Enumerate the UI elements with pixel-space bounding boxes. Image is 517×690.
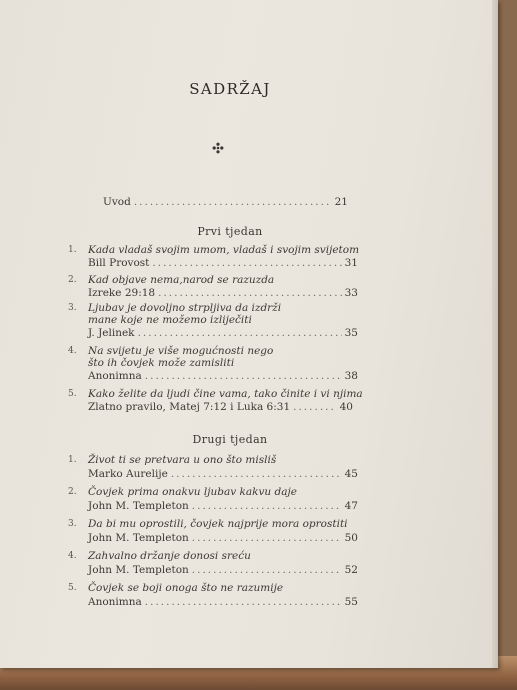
entry-author: John M. Templeton <box>88 532 189 544</box>
entry-number: 1. <box>68 455 77 465</box>
dot-leader <box>192 500 342 512</box>
entry-author: Izreke 29:18 <box>88 287 156 299</box>
entry-author: John M. Templeton <box>88 500 189 512</box>
page-title: SADRŽAJ <box>189 80 271 98</box>
entry-page: 47 <box>344 500 358 512</box>
dot-leader <box>192 532 342 544</box>
entry-author: John M. Templeton <box>88 564 189 576</box>
entry-title: Život ti se pretvara u ono što misliš <box>88 454 277 466</box>
entry-title-line: mane koje ne možemo izliječiti <box>88 314 252 326</box>
entry-author-row <box>88 596 358 608</box>
entry-title: Kada vladaš svojim umom, vladaš i svojim svijetom <box>88 244 360 256</box>
entry-title-line: što ih čovjek može zamisliti <box>88 357 235 369</box>
entry-author-row <box>88 401 353 413</box>
entry-page: 45 <box>344 468 358 480</box>
dot-leader <box>145 596 342 608</box>
entry-page: 50 <box>344 532 358 544</box>
entry-number: 1. <box>68 245 77 255</box>
entry-author: Bill Provost <box>88 257 150 269</box>
entry-title: Zahvalno držanje donosi sreću <box>88 550 251 562</box>
entry-author-row <box>88 370 358 382</box>
entry-title-line: Ljubav je dovoljno strpljiva da izdrži <box>88 302 282 314</box>
entry-number: 2. <box>68 275 77 285</box>
dot-leader <box>171 468 342 480</box>
dot-leader <box>134 196 332 208</box>
ornament-icon <box>212 142 224 154</box>
entry-title: Kad objave nema,narod se razuzda <box>88 274 275 286</box>
entry-page: 40 <box>339 401 353 413</box>
toc-intro-page: 21 <box>334 196 348 208</box>
entry-number: 4. <box>68 551 77 561</box>
entry-number: 2. <box>68 487 77 497</box>
dot-leader <box>158 287 342 299</box>
entry-page: 38 <box>344 370 358 382</box>
entry-author: Anonimna <box>88 596 142 608</box>
entry-number: 3. <box>68 303 77 313</box>
entry-title: Kako želite da ljudi čine vama, tako činite i vi njima <box>88 388 363 400</box>
entry-page: 52 <box>344 564 358 576</box>
dot-leader <box>138 327 342 339</box>
entry-page: 33 <box>344 287 358 299</box>
entry-author-row <box>88 500 358 512</box>
entry-author-row <box>88 257 358 269</box>
entry-author-row <box>88 468 358 480</box>
dot-leader <box>293 401 337 413</box>
entry-number: 4. <box>68 346 77 356</box>
entry-title: Čovjek se boji onoga što ne razumije <box>88 582 284 594</box>
entry-author-row <box>88 327 358 339</box>
entry-page: 31 <box>344 257 358 269</box>
dot-leader <box>192 564 342 576</box>
entry-author-row <box>88 287 358 299</box>
entry-author: Zlatno pravilo, Matej 7:12 i Luka 6:31 <box>88 401 291 413</box>
entry-number: 5. <box>68 389 77 399</box>
entry-author-row <box>88 532 358 544</box>
page-edge <box>492 0 498 668</box>
toc-intro <box>103 196 348 208</box>
entry-author: J. Jelinek <box>88 327 135 339</box>
entry-author: Anonimna <box>88 370 142 382</box>
entry-title-line: Na svijetu je više mogućnosti nego <box>88 345 274 357</box>
toc-intro-label: Uvod <box>103 196 131 208</box>
entry-author: Marko Aurelije <box>88 468 168 480</box>
entry-page: 35 <box>344 327 358 339</box>
entry-number: 5. <box>68 583 77 593</box>
dot-leader <box>145 370 342 382</box>
dot-leader <box>152 257 341 269</box>
entry-title: Da bi mu oprostili, čovjek najprije mora oprostiti <box>88 518 348 530</box>
section-heading-week2: Drugi tjedan <box>192 433 268 446</box>
entry-number: 3. <box>68 519 77 529</box>
entry-page: 55 <box>344 596 358 608</box>
entry-title: Čovjek prima onakvu ljubav kakvu daje <box>88 486 297 498</box>
section-heading-week1: Prvi tjedan <box>197 225 263 238</box>
entry-author-row <box>88 564 358 576</box>
